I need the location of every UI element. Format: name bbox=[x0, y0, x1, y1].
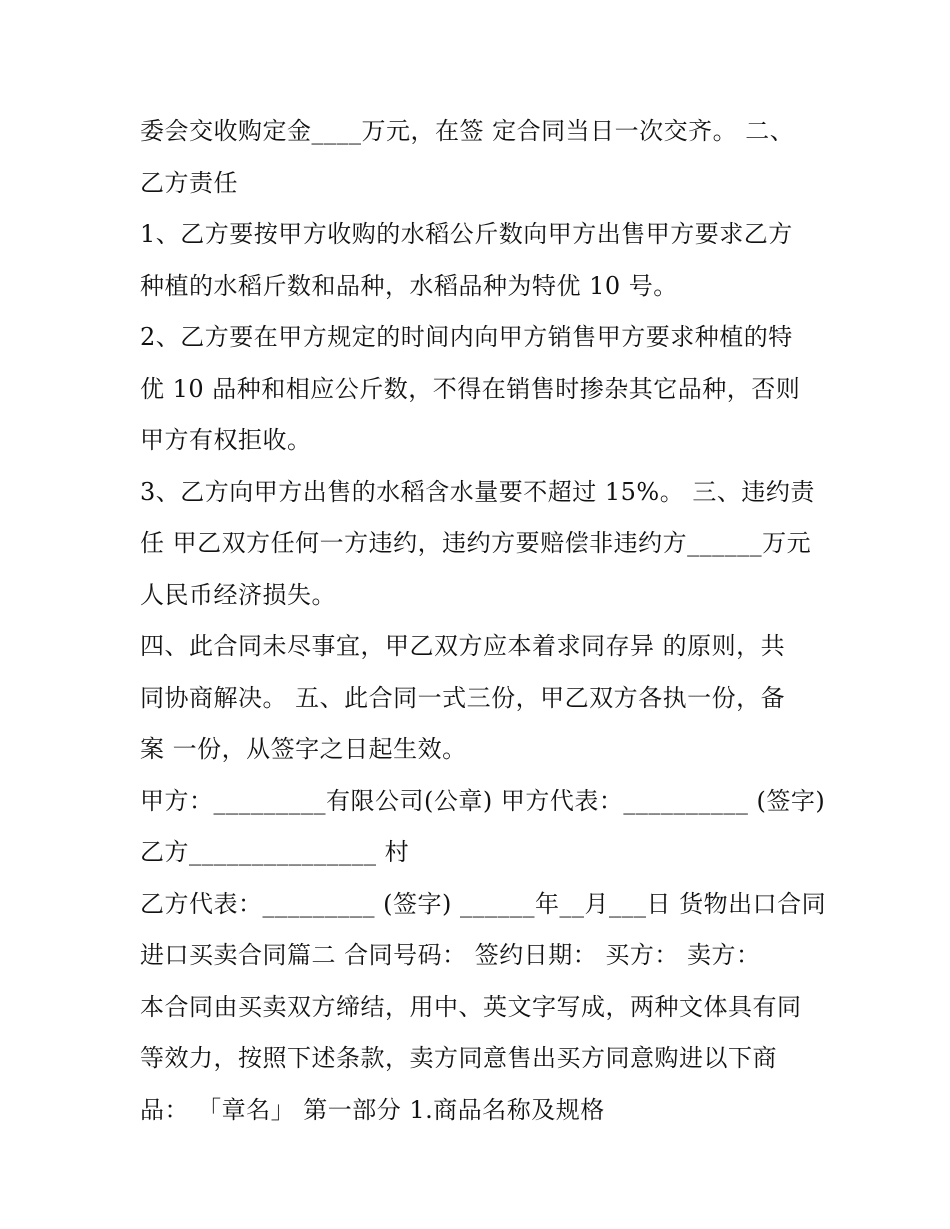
signature-line-party-a: 甲方：_________有限公司(公章) 甲方代表：__________ (签字) bbox=[140, 786, 826, 815]
text-line: 任 甲乙双方任何一方违约，违约方要赔偿非违约方______万元 bbox=[140, 529, 812, 557]
signature-line-party-b: 乙方_______________ 村 bbox=[140, 838, 410, 866]
text-line: 人民币经济损失。 bbox=[140, 580, 336, 609]
text-line: 本合同由买卖双方缔结，用中、英文字写成，两种文体具有同 bbox=[140, 992, 802, 1021]
text-line: 2、乙方要在甲方规定的时间内向甲方销售甲方要求种植的特 bbox=[140, 323, 793, 351]
signature-line-party-b-rep: 乙方代表：_________ (签字) ______年__月___日 货物出口合同 bbox=[140, 889, 827, 918]
text-line: 乙方责任 bbox=[140, 168, 238, 197]
text-line: 1、乙方要按甲方收购的水稻公斤数向甲方出售甲方要求乙方 bbox=[140, 220, 793, 248]
text-line: 3、乙方向甲方出售的水稻含水量要不超过 15%。 三、违约责 bbox=[140, 477, 815, 506]
text-line: 种植的水稻斤数和品种，水稻品种为特优 10 号。 bbox=[140, 271, 678, 300]
text-line: 品： 「章名」 第一部分 1.商品名称及规格 bbox=[140, 1095, 605, 1124]
text-line: 四、此合同未尽事宜，甲乙双方应本着求同存异 的原则，共 bbox=[140, 632, 786, 660]
text-line: 进口买卖合同篇二 合同号码： 签约日期： 买方： 卖方： bbox=[140, 941, 761, 969]
text-line: 甲方有权拒收。 bbox=[140, 426, 312, 454]
text-line: 等效力，按照下述条款，卖方同意售出买方同意购进以下商 bbox=[140, 1044, 777, 1072]
text-line: 案 一份，从签字之日起生效。 bbox=[140, 735, 467, 763]
text-line: 优 10 品种和相应公斤数，不得在销售时掺杂其它品种，否则 bbox=[140, 374, 801, 403]
text-line: 同协商解决。 五、此合同一式三份，甲乙双方各执一份，备 bbox=[140, 683, 786, 712]
text-line: 委会交收购定金____万元，在签 定合同当日一次交齐。 二、 bbox=[140, 117, 795, 145]
document-body bbox=[140, 106, 827, 1136]
